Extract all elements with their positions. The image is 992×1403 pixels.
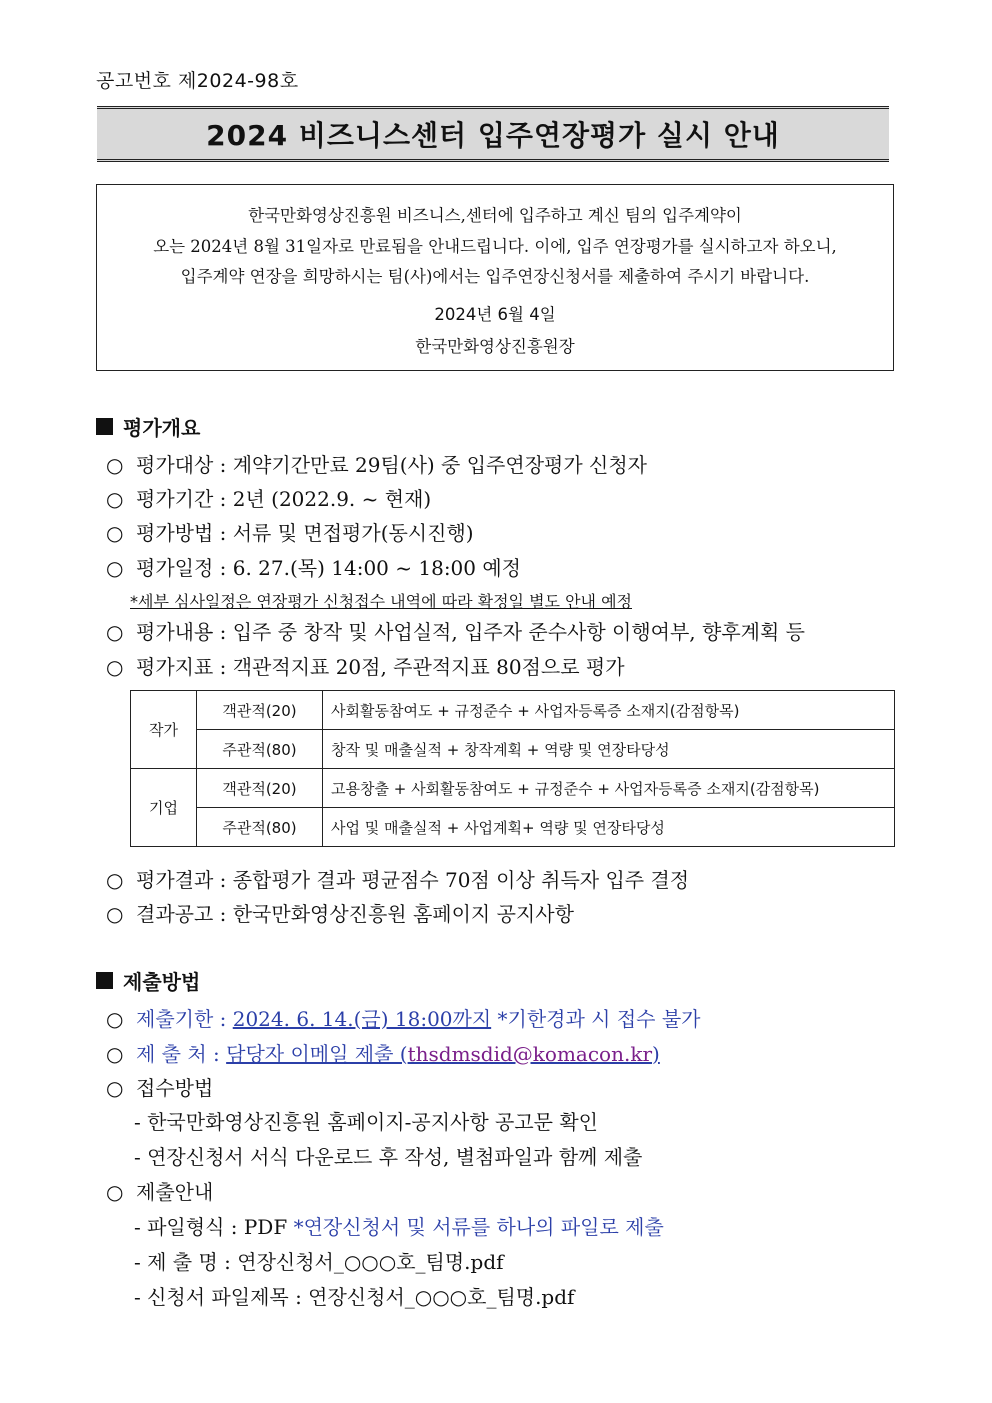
- overview-item-announcement: [106, 898, 574, 927]
- overview-item-text: 평가지표 : 객관적지표 20점, 주관적지표 80점으로 평가: [136, 655, 625, 679]
- overview-item-index: [106, 651, 625, 680]
- destination-label: 제 출 처 :: [136, 1042, 227, 1066]
- overview-item-text: 평가일정 : 6. 27.(목) 14:00 ~ 18:00 예정: [136, 556, 522, 580]
- category-cell: 주관적(80): [197, 730, 323, 769]
- overview-item-content: [106, 616, 805, 645]
- table-row: [131, 808, 895, 847]
- table-row: [131, 691, 895, 730]
- circle-bullet-icon: ○: [106, 1007, 124, 1031]
- overview-item-text: 평가내용 : 입주 중 창작 및 사업실적, 입주자 준수사항 이행여부, 향후계획 등: [136, 620, 805, 644]
- page-title: 2024 비즈니스센터 입주연장평가 실시 안내: [206, 119, 780, 152]
- circle-bullet-icon: ○: [106, 1076, 124, 1100]
- overview-item-text: 평가결과 : 종합평가 결과 평균점수 70점 이상 취득자 입주 결정: [136, 868, 690, 892]
- guide-format-text: - 파일형식 : PDF: [134, 1215, 294, 1239]
- circle-bullet-icon: ○: [106, 868, 124, 892]
- guide-item: - 제 출 명 : 연장신청서_○○○호_팀명.pdf: [134, 1250, 504, 1274]
- intro-line-2: 오는 2024년 8월 31일자로 만료됨을 안내드립니다. 이에, 입주 연장평가를 실시하고자 하오니,: [153, 237, 837, 256]
- detail-cell: 사업 및 매출실적 + 사업계획+ 역량 및 연장타당성: [323, 808, 895, 847]
- circle-bullet-icon: ○: [106, 521, 124, 545]
- section-overview-heading: [96, 412, 200, 441]
- deadline-value: 2024. 6. 14.(금) 18:00까지: [232, 1007, 492, 1031]
- overview-item-period: [106, 483, 431, 512]
- notice-number: 공고번호 제2024-98호: [96, 70, 299, 92]
- circle-bullet-icon: ○: [106, 453, 124, 477]
- overview-item-schedule: [106, 552, 521, 581]
- circle-bullet-icon: ○: [106, 1180, 124, 1204]
- square-bullet-icon: [96, 972, 113, 989]
- schedule-note: *세부 심사일정은 연장평가 신청접수 내역에 따라 확정일 별도 안내 예정: [130, 592, 632, 611]
- evaluation-table: [130, 690, 895, 847]
- email-link[interactable]: thsdmsdid@komacon.kr: [407, 1042, 653, 1066]
- detail-cell: 창작 및 매출실적 + 창작계획 + 역량 및 연장타당성: [323, 730, 895, 769]
- square-bullet-icon: [96, 418, 113, 435]
- receipt-item: - 한국만화영상진흥원 홈페이지-공지사항 공고문 확인: [134, 1110, 598, 1134]
- intro-signer: 한국만화영상진흥원장: [415, 337, 575, 356]
- overview-item-text: 평가기간 : 2년 (2022.9. ~ 현재): [136, 487, 432, 511]
- overview-item-method: [106, 517, 474, 546]
- guide-label: 제출안내: [136, 1180, 214, 1204]
- overview-item-text: 평가방법 : 서류 및 면접평가(동시진행): [136, 521, 474, 545]
- circle-bullet-icon: ○: [106, 620, 124, 644]
- intro-line-1: 한국만화영상진흥원 비즈니스,센터에 입주하고 계신 팀의 입주계약이: [248, 206, 742, 225]
- deadline-label: 제출기한 :: [136, 1007, 233, 1031]
- category-cell: 객관적(20): [197, 769, 323, 808]
- overview-item-result: [106, 864, 689, 893]
- group-cell: 작가: [131, 691, 197, 769]
- overview-item-target: [106, 449, 647, 478]
- submission-guide: [106, 1176, 213, 1205]
- overview-item-text: 결과공고 : 한국만화영상진흥원 홈페이지 공지사항: [136, 902, 574, 926]
- circle-bullet-icon: ○: [106, 655, 124, 679]
- destination-value: 담당자 이메일 제출 (: [226, 1042, 408, 1066]
- category-cell: 객관적(20): [197, 691, 323, 730]
- section-submission-title: 제출방법: [123, 970, 201, 994]
- receipt-method: [106, 1072, 213, 1101]
- intro-date: 2024년 6월 4일: [434, 305, 556, 324]
- receipt-item: - 연장신청서 서식 다운로드 후 작성, 별첨파일과 함께 제출: [134, 1145, 643, 1169]
- section-submission-heading: [96, 966, 200, 995]
- circle-bullet-icon: ○: [106, 556, 124, 580]
- table-row: [131, 769, 895, 808]
- detail-cell: 사회활동참여도 + 규정준수 + 사업자등록증 소재지(감점항목): [323, 691, 895, 730]
- guide-format-note: *연장신청서 및 서류를 하나의 파일로 제출: [293, 1215, 664, 1239]
- submission-deadline: [106, 1003, 700, 1032]
- destination-suffix: ): [652, 1042, 660, 1066]
- guide-format: [134, 1211, 664, 1240]
- circle-bullet-icon: ○: [106, 487, 124, 511]
- circle-bullet-icon: ○: [106, 1042, 124, 1066]
- group-cell: 기업: [131, 769, 197, 847]
- intro-line-3: 입주계약 연장을 희망하시는 팀(사)에서는 입주연장신청서를 제출하여 주시기 바랍니다.: [180, 267, 810, 286]
- table-row: [131, 730, 895, 769]
- detail-cell: 고용창출 + 사회활동참여도 + 규정준수 + 사업자등록증 소재지(감점항목): [323, 769, 895, 808]
- guide-item: - 신청서 파일제목 : 연장신청서_○○○호_팀명.pdf: [134, 1285, 575, 1309]
- section-overview-title: 평가개요: [123, 416, 201, 440]
- circle-bullet-icon: ○: [106, 902, 124, 926]
- receipt-label: 접수방법: [136, 1076, 214, 1100]
- overview-item-text: 평가대상 : 계약기간만료 29팀(사) 중 입주연장평가 신청자: [136, 453, 647, 477]
- category-cell: 주관적(80): [197, 808, 323, 847]
- intro-box: [96, 184, 894, 371]
- title-banner: [97, 106, 889, 162]
- submission-destination: [106, 1038, 660, 1067]
- deadline-note: *기한경과 시 접수 불가: [491, 1007, 701, 1031]
